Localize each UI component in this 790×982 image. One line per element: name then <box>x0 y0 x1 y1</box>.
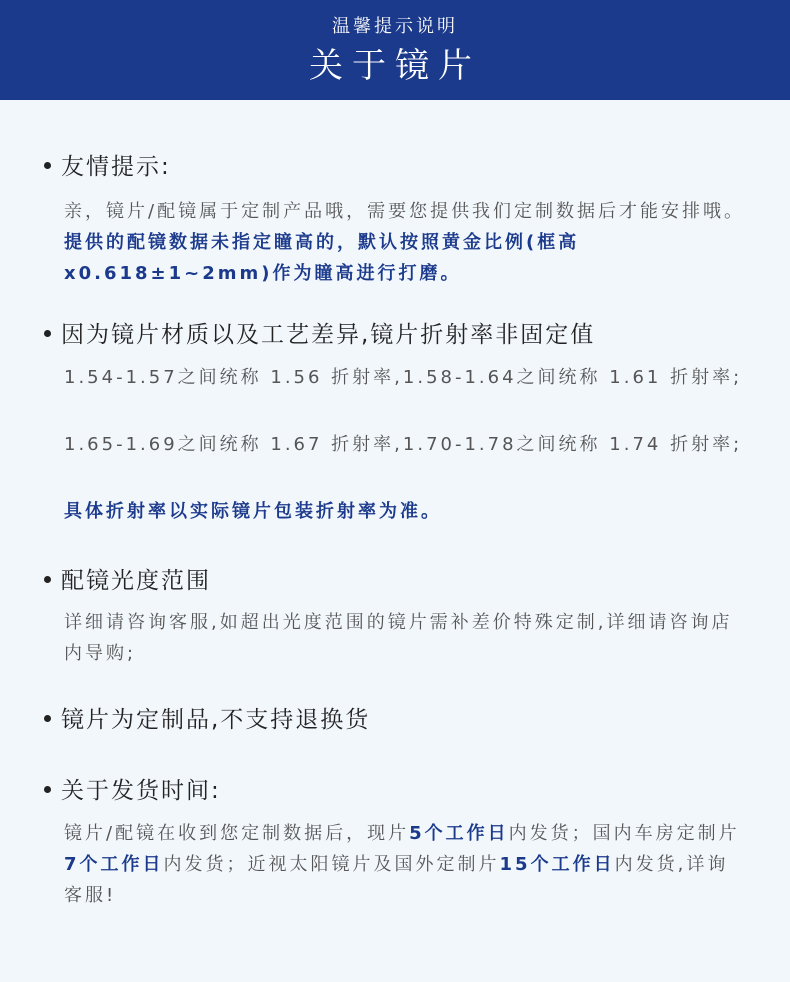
banner-subtitle: 温馨提示说明 <box>332 16 458 37</box>
tips-text: 亲，镜片/配镜属于定制产品哦，需要您提供我们定制数据后才能安排哦。 <box>64 201 746 222</box>
section-heading-shipping <box>44 775 221 807</box>
shipping-text-1: 镜片/配镜在收到您定制数据后，现片 <box>64 823 410 844</box>
refractive-paragraph-1: 1.54-1.57之间统称 1.56 折射率,1.58-1.64之间统称 1.61 折射率; <box>64 367 743 388</box>
shipping-text-2: 内发货；国内车房定制片 <box>508 823 740 844</box>
heading-text: 友情提示: <box>61 154 171 180</box>
refractive-note: 具体折射率以实际镜片包装折射率为准。 <box>64 501 442 522</box>
refractive-paragraph-2: 1.65-1.69之间统称 1.67 折射率,1.70-1.78之间统称 1.74 折射率; <box>64 434 743 455</box>
section-heading-refractive-index <box>44 319 595 351</box>
tips-highlight: 提供的配镜数据未指定瞳高的，默认按照黄金比例(框高x0.618±1~2mm)作为瞳高进行打磨。 <box>64 232 580 284</box>
heading-text: 关于发货时间: <box>61 778 221 804</box>
header-banner <box>0 0 790 100</box>
banner-title: 关于镜片 <box>309 46 481 86</box>
bullet-icon <box>44 330 51 337</box>
shipping-days-stock: 5个工作日 <box>409 823 509 844</box>
shipping-text-3: 内发货；近视太阳镜片及国外定制片 <box>163 854 500 875</box>
power-range-paragraph: 详细请咨询客服,如超出光度范围的镜片需补差价特殊定制,详细请咨询店内导购; <box>64 612 733 664</box>
section-heading-tips <box>44 151 171 183</box>
heading-text: 因为镜片材质以及工艺差异,镜片折射率非固定值 <box>61 322 596 348</box>
shipping-paragraph <box>64 818 748 911</box>
bullet-icon <box>44 162 51 169</box>
shipping-days-foreign: 15个工作日 <box>499 854 615 875</box>
shipping-text-4: 内发货,详询客服! <box>64 854 729 906</box>
section-heading-power-range <box>44 565 211 597</box>
bullet-icon <box>44 715 51 722</box>
tips-paragraph <box>64 196 748 289</box>
heading-text: 镜片为定制品,不支持退换货 <box>61 707 371 733</box>
shipping-days-domestic: 7个工作日 <box>64 854 164 875</box>
section-heading-no-returns <box>44 704 370 736</box>
bullet-icon <box>44 576 51 583</box>
bullet-icon <box>44 786 51 793</box>
heading-text: 配镜光度范围 <box>61 568 211 594</box>
